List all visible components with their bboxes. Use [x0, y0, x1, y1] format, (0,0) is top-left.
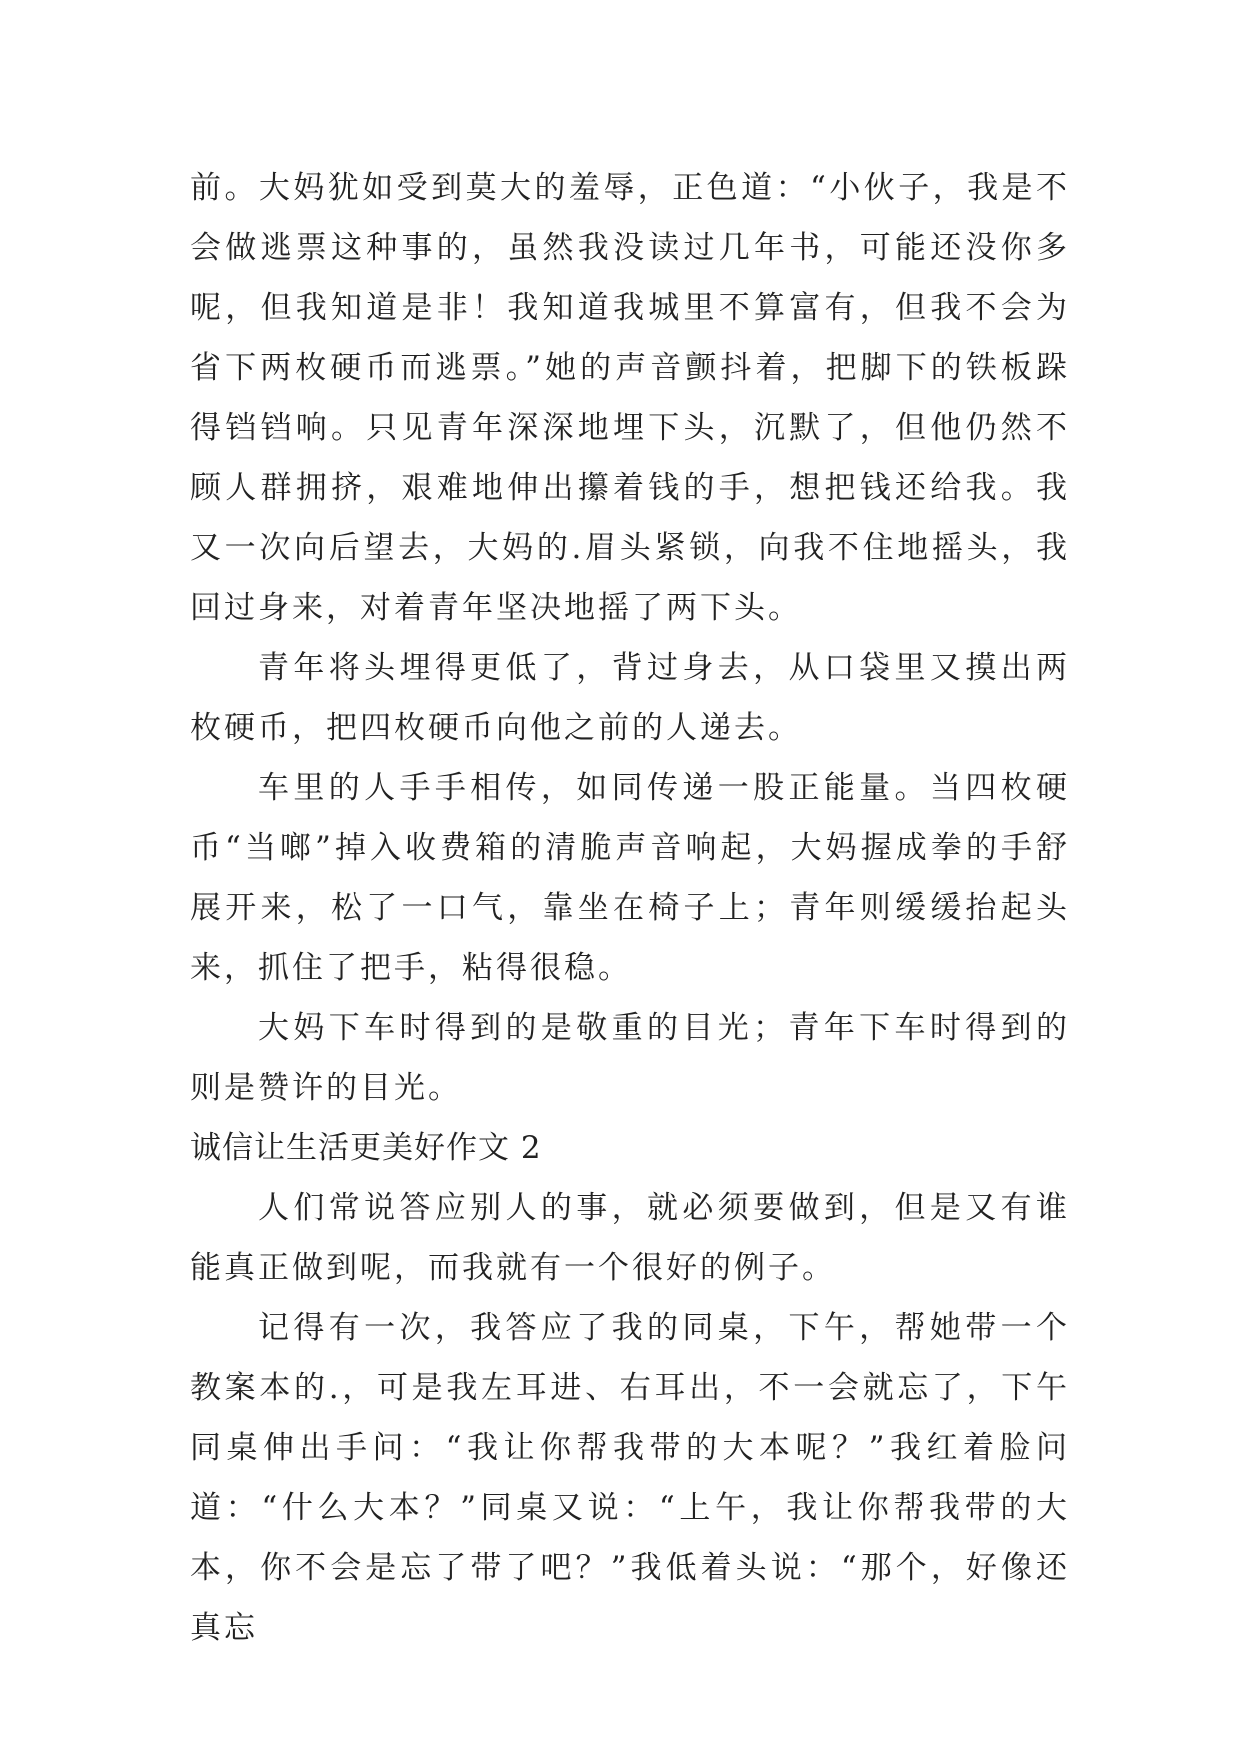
document-page	[190, 158, 1070, 1658]
paragraph-bus-fare-dialogue: 前。大妈犹如受到莫大的羞辱，正色道：“小伙子，我是不会做逃票这种事的，虽然我没读过几年书，可能还没你多呢，但我知道是非！我知道我城里不算富有，但我不会为省下两枚硬币而逃票。”她的声音颤抖着，把脚下的铁板跺得铛铛响。只见青年深深地埋下头，沉默了，但他仍然不顾人群拥挤，艰难地伸出攥着钱的手，想把钱还给我。我又一次向后望去，大妈的.眉头紧锁，向我不住地摇头，我回过身来，对着青年坚决地摇了两下头。	[190, 170, 1070, 626]
paragraph-coins-passed-hand-to-hand: 车里的人手手相传，如同传递一股正能量。当四枚硬币“当啷”掉入收费箱的清脆声音响起，大妈握成拳的手舒展开来，松了一口气，靠坐在椅子上；青年则缓缓抬起头来，抓住了把手，粘得很稳。	[190, 770, 1070, 986]
paragraph-respectful-gazes: 大妈下车时得到的是敬重的目光；青年下车时得到的则是赞许的目光。	[190, 1010, 1070, 1106]
paragraph-youth-passes-coins: 青年将头埋得更低了，背过身去，从口袋里又摸出两枚硬币，把四枚硬币向他之前的人递去。	[190, 650, 1070, 746]
paragraph-forgotten-notebook: 记得有一次，我答应了我的同桌，下午，帮她带一个教案本的.，可是我左耳进、右耳出，不一会就忘了，下午同桌伸出手问：“我让你帮我带的大本呢？”我红着脸问道：“什么大本？”同桌又说：“上午，我让你帮我带的大本，你不会是忘了带了吧？”我低着头说：“那个，好像还真忘	[190, 1310, 1070, 1646]
essay-heading-2: 诚信让生活更美好作文 2	[190, 1130, 542, 1166]
paragraph-keep-promises: 人们常说答应别人的事，就必须要做到，但是又有谁能真正做到呢，而我就有一个很好的例子。	[190, 1190, 1070, 1286]
